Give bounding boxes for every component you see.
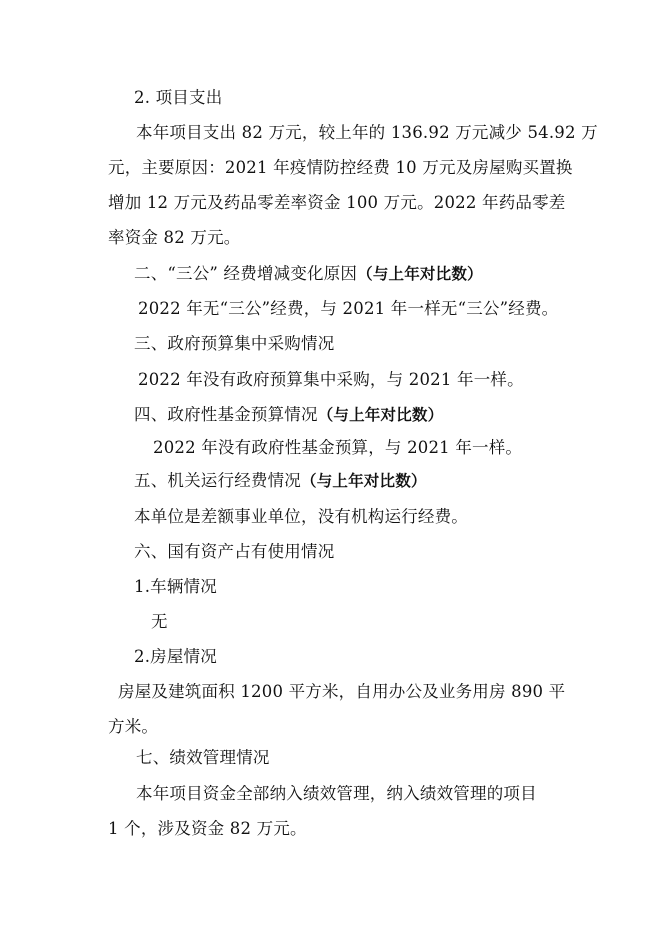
heading-three-public-expenses: 二、“三公” 经费增减变化原因（与上年对比数） xyxy=(134,264,483,283)
paragraph-line: 2022 年没有政府预算集中采购，与 2021 年一样。 xyxy=(138,370,524,389)
paragraph-line: 本单位是差额事业单位，没有机构运行经费。 xyxy=(134,507,468,526)
paragraph-line: 增加 12 万元及药品零差率资金 100 万元。2022 年药品零差 xyxy=(108,193,566,212)
heading-project-expense: 2. 项目支出 xyxy=(134,88,223,107)
heading-procurement: 三、政府预算集中采购情况 xyxy=(134,334,335,353)
heading-operating-expenses: 五、机关运行经费情况（与上年对比数） xyxy=(134,471,427,490)
paragraph-line: 本年项目资金全部纳入绩效管理，纳入绩效管理的项目 xyxy=(136,784,537,803)
paragraph-line: 元，主要原因：2021 年疫情防控经费 10 万元及房屋购买置换 xyxy=(108,158,573,177)
paragraph-line: 本年项目支出 82 万元，较上年的 136.92 万元减少 54.92 万 xyxy=(136,123,598,142)
heading-government-fund: 四、政府性基金预算情况（与上年对比数） xyxy=(134,405,444,424)
paragraph-line: 1 个，涉及资金 82 万元。 xyxy=(108,819,307,838)
paragraph-line: 率资金 82 万元。 xyxy=(108,228,241,247)
paragraph-line: 方米。 xyxy=(108,717,159,736)
subheading-vehicles: 1.车辆情况 xyxy=(134,577,217,596)
heading-state-assets: 六、国有资产占有使用情况 xyxy=(134,542,335,561)
heading-performance-management: 七、绩效管理情况 xyxy=(136,748,270,767)
paragraph-line: 2022 年没有政府性基金预算，与 2021 年一样。 xyxy=(153,438,523,457)
subheading-buildings: 2.房屋情况 xyxy=(134,647,217,666)
paragraph-line: 房屋及建筑面积 1200 平方米，自用办公及业务用房 890 平 xyxy=(118,682,566,701)
paragraph-line: 无 xyxy=(151,612,168,631)
paragraph-line: 2022 年无“三公”经费，与 2021 年一样无“三公”经费。 xyxy=(138,299,559,318)
